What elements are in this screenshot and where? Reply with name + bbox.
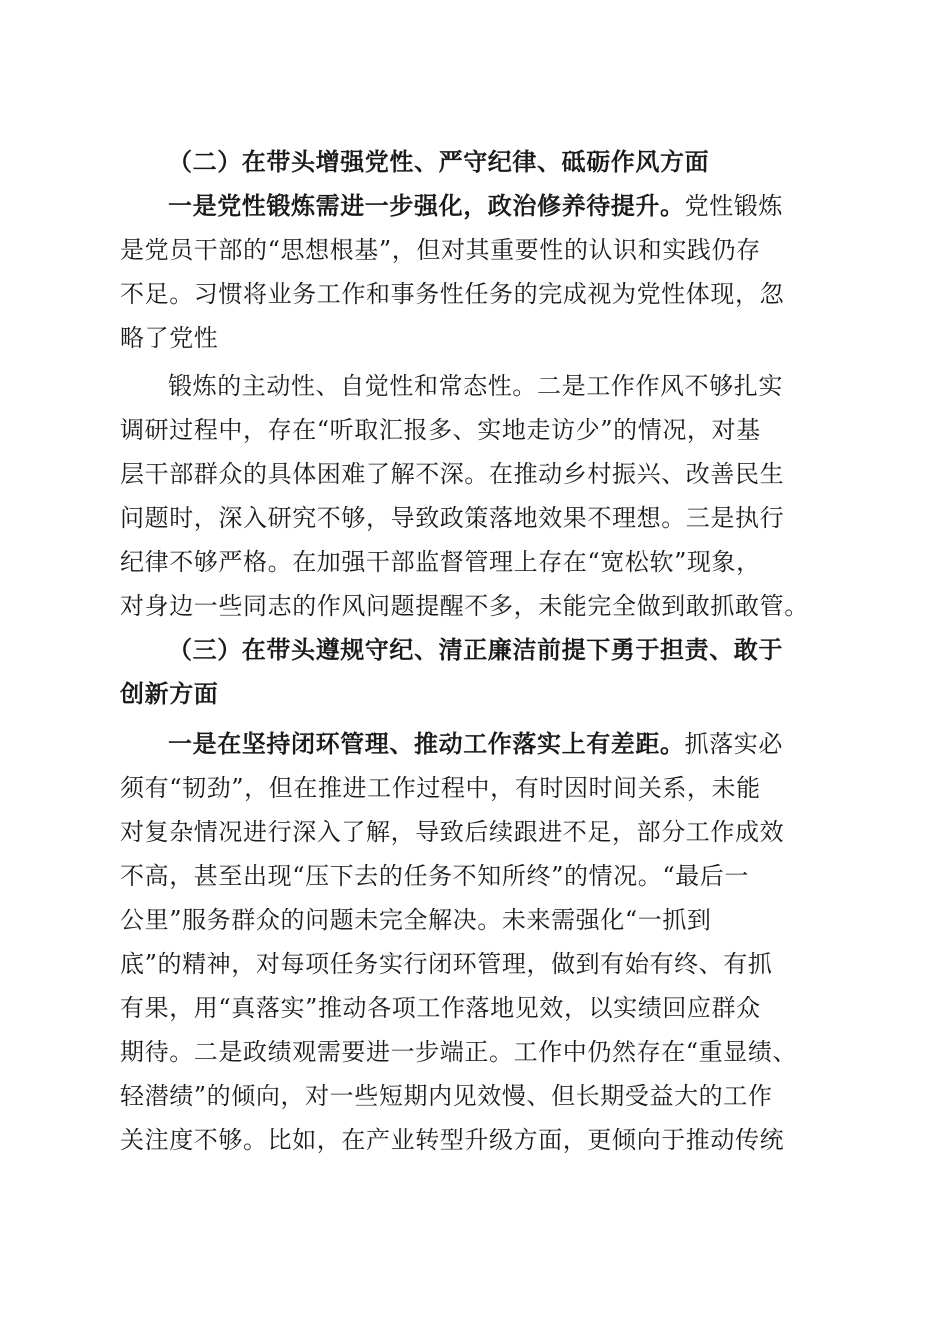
paragraph-1-line-3: 不足。习惯将业务工作和事务性任务的完成视为党性体现，忽 [120, 280, 785, 308]
paragraph-3-line-10: 关注度不够。比如，在产业转型升级方面，更倾向于推动传统 [120, 1126, 785, 1154]
paragraph-3-line-6: 底”的精神，对每项任务实行闭环管理，做到有始有终、有抓 [120, 950, 773, 978]
paragraph-1-line-2: 是党员干部的“思想根基”，但对其重要性的认识和实践仍存 [120, 236, 761, 264]
paragraph-3-line-8: 期待。二是政绩观需要进一步端正。工作中仍然存在“重显绩、 [120, 1038, 798, 1066]
point-heading-2: 一是在坚持闭环管理、推动工作落实上有差距。 [168, 729, 685, 758]
paragraph-2-line-1: 锻炼的主动性、自觉性和常态性。二是工作作风不够扎实 [168, 372, 783, 400]
paragraph-3-line-1 [168, 728, 783, 760]
paragraph-3-line-9: 轻潜绩”的倾向，对一些短期内见效慢、但长期受益大的工作 [120, 1082, 773, 1110]
paragraph-1-line-1 [168, 190, 783, 222]
paragraph-3-line-3: 对复杂情况进行深入了解，导致后续跟进不足，部分工作成效 [120, 818, 785, 846]
paragraph-2-line-3: 层干部群众的具体困难了解不深。在推动乡村振兴、改善民生 [120, 460, 785, 488]
point-heading-1: 一是党性锻炼需进一步强化，政治修养待提升。 [168, 191, 685, 220]
paragraph-2-line-4: 问题时，深入研究不够，导致政策落地效果不理想。三是执行 [120, 504, 785, 532]
paragraph-3-line-4: 不高，甚至出现“压下去的任务不知所终”的情况。“最后一 [120, 862, 750, 890]
paragraph-1-line-4: 略了党性 [120, 324, 219, 352]
paragraph-3-line-7: 有果，用“真落实”推动各项工作落地见效，以实绩回应群众 [120, 994, 761, 1022]
paragraph-text: 抓落实必 [684, 730, 784, 758]
paragraph-2-line-6: 对身边一些同志的作风问题提醒不多，未能完全做到敢抓敢管。 [120, 592, 809, 620]
paragraph-text: 党性锻炼 [684, 192, 784, 220]
paragraph-2-line-2: 调研过程中，存在“听取汇报多、实地走访少”的情况，对基 [120, 416, 761, 444]
paragraph-2-line-5: 纪律不够严格。在加强干部监督管理上存在“宽松软”现象， [120, 548, 761, 576]
paragraph-3-line-5: 公里”服务群众的问题未完全解决。未来需强化“一抓到 [120, 906, 712, 934]
section-heading-3-line-1: （三）在带头遵规守纪、清正廉洁前提下勇于担责、敢于 [168, 635, 783, 664]
section-heading-3-line-2: 创新方面 [120, 679, 219, 708]
paragraph-3-line-2: 须有“韧劲”，但在推进工作过程中，有时因时间关系，未能 [120, 774, 761, 802]
section-heading-2: （二）在带头增强党性、严守纪律、砥砺作风方面 [168, 147, 710, 176]
